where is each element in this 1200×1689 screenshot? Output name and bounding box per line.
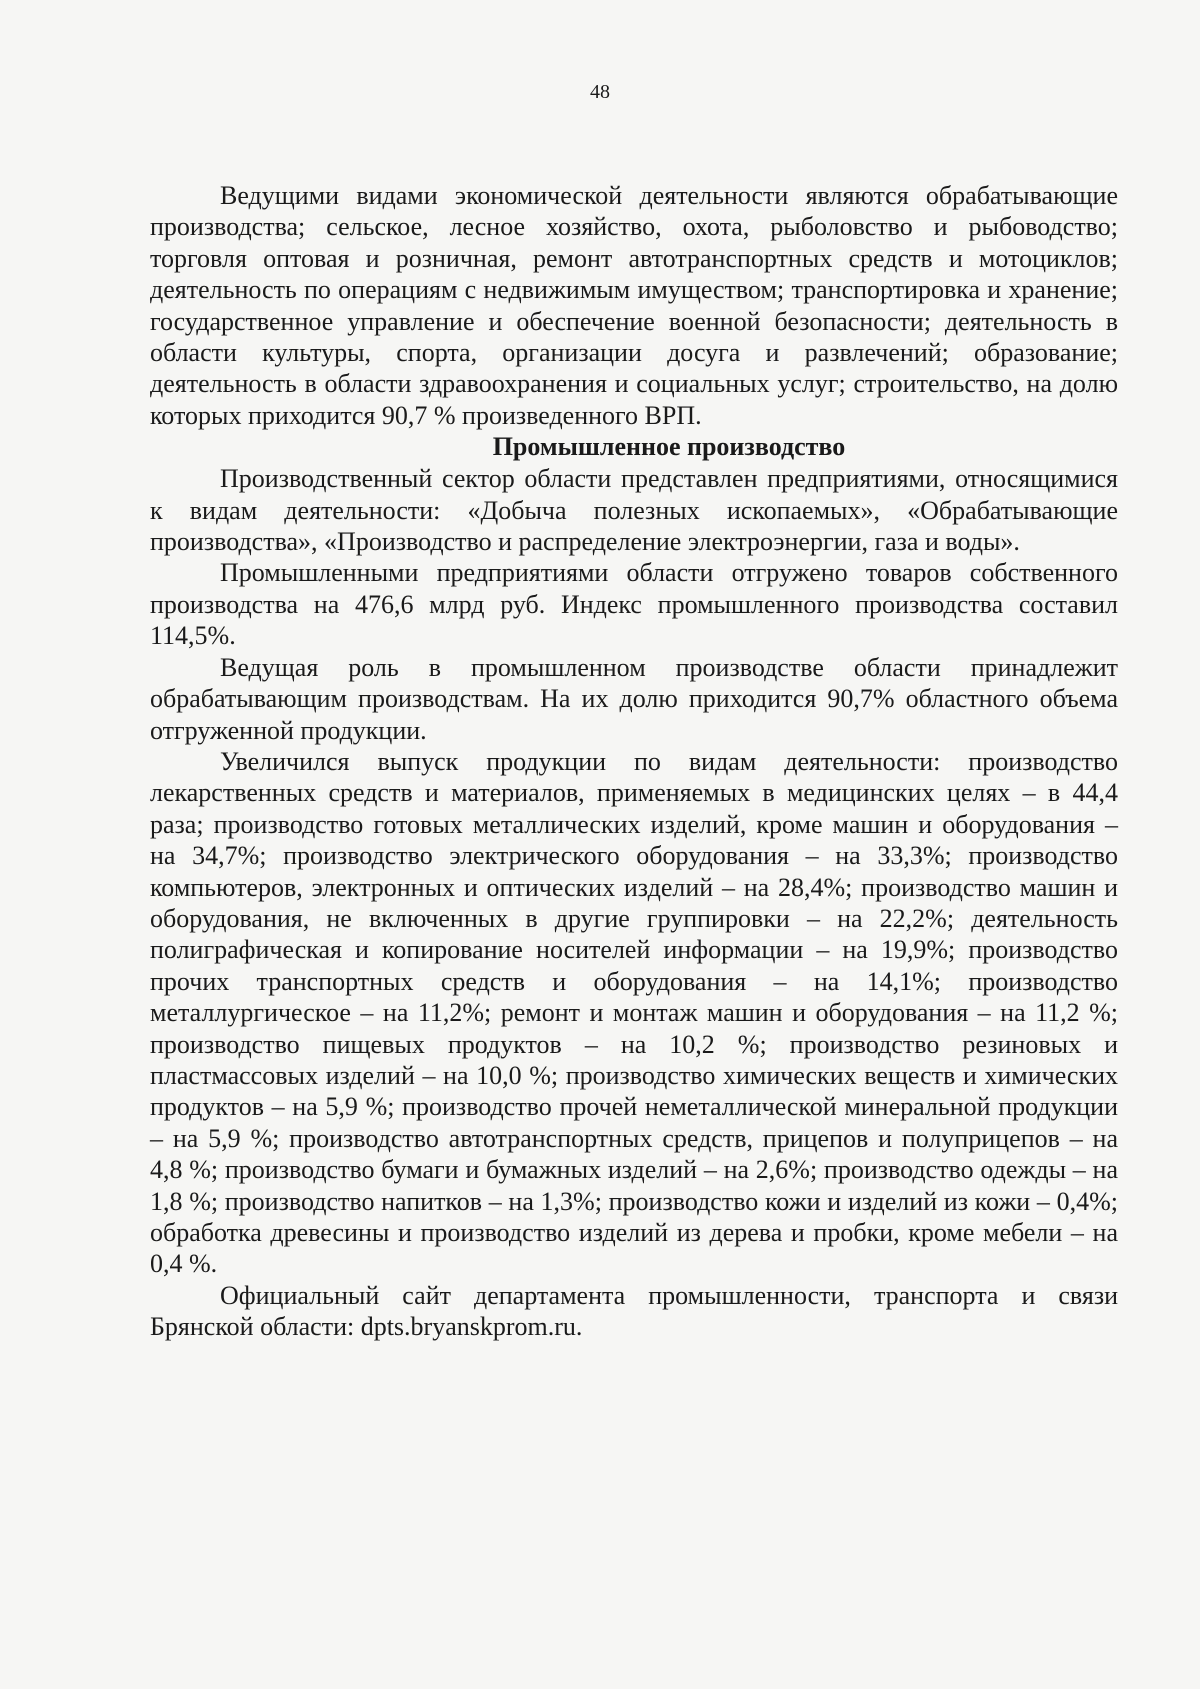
paragraph-official-site: Официальный сайт департамента промышленности, транспорта и связи Брянской области: dpts.bryanskprom.ru.: [150, 1280, 1118, 1342]
paragraph-leading-activities: Ведущими видами экономической деятельности являются обрабатывающие производства; сельское, лесное хозяйство, охота, рыболовство и рыбоводство; торговля оптовая и розничная, ремонт автотранспортных средств и мотоциклов; деятельность по операциям с недвижимым имуществом; транспортировка и хранение; государственное управление и обеспечение военной безопасности; деятельность в области культуры, спорта, организации досуга и развлечений; образование; деятельность в области здравоохранения и социальных услуг; строительство, на долю которых приходится 90,7 % произведенного ВРП.: [150, 181, 1118, 430]
paragraph-shipped-goods: Промышленными предприятиями области отгружено товаров собственного производства на 476,6 млрд руб. Индекс промышленного производства составил 114,5%.: [150, 558, 1118, 651]
page-number: 48: [590, 81, 610, 103]
page-content: [150, 180, 1118, 1343]
paragraph-output-growth: Увеличился выпуск продукции по видам деятельности: производство лекарственных средств и материалов, применяемых в медицинских целях – в 44,4 раза; производство готовых металлических изделий, кроме машин и оборудования – на 34,7%; производство электрического оборудования – на 33,3%; производство компьютеров, электронных и оптических изделий – на 28,4%; производство машин и оборудования, не включенных в другие группировки – на 22,2%; деятельность полиграфическая и копирование носителей информации – на 19,9%; производство прочих транспортных средств и оборудования – на 14,1%; производство металлургическое – на 11,2%; ремонт и монтаж машин и оборудования – на 11,2 %; производство пищевых продуктов – на 10,2 %; производство резиновых и пластмассовых изделий – на 10,0 %; производство химических веществ и химических продуктов – на 5,9 %; производство прочей неметаллической минеральной продукции – на 5,9 %; производство автотранспортных средств, прицепов и полуприцепов – на 4,8 %; производство бумаги и бумажных изделий – на 2,6%; производство одежды – на 1,8 %; производство напитков – на 1,3%; производство кожи и изделий из кожи – 0,4%; обработка древесины и производство изделий из дерева и пробки, кроме мебели – на 0,4 %.: [150, 746, 1118, 1279]
section-heading: Промышленное производство: [492, 432, 846, 462]
paragraph-manufacturing-share: Ведущая роль в промышленном производстве области принадлежит обрабатывающим производствам. На их долю приходится 90,7% областного объема отгруженной продукции.: [150, 652, 1118, 745]
paragraph-industry-sector: Производственный сектор области представлен предприятиями, относящимися к видам деятельности: «Добыча полезных ископаемых», «Обрабатывающие производства», «Производство и распределение электроэнергии, газа и воды».: [150, 464, 1118, 557]
